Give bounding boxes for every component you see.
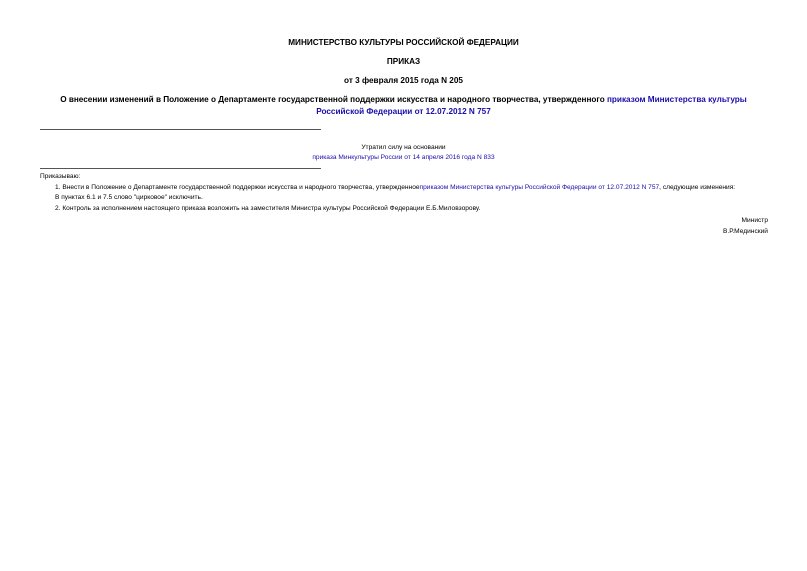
status-repeal-link[interactable]: приказа Минкультуры России от 14 апреля 2016 года N 833 [312, 154, 495, 161]
title-order-link[interactable]: приказом Министерства культуры Российской Федерации от 12.07.2012 N 757 [316, 95, 747, 116]
item1-order-link[interactable]: приказом Министерства культуры Российской Федерации от 12.07.2012 N 757 [419, 183, 660, 191]
body-item-1 [40, 183, 768, 194]
status-text: Утратил силу на основании [361, 144, 446, 151]
body-item-2: 2. Контроль за исполнением настоящего приказа возложить на заместителя Министра культуры Российской Федерации Е.Б.Миловзорову. [55, 204, 481, 212]
body-item-1-change: В пунктах 6.1 и 7.5 слово "цирковое" исключить. [55, 194, 203, 201]
status-block [40, 143, 767, 163]
item1-prefix: 1. Внести в Положение о Департаменте государственной поддержки искусства и народного творчества, утвержденное [55, 183, 420, 191]
body-intro: Приказываю: [40, 173, 81, 180]
item1-suffix: , следующие изменения: [659, 183, 736, 191]
divider-bottom [40, 168, 321, 169]
title-text: О внесении изменений в Положение о Департаменте государственной поддержки искусства и народного творчества, утвержденного [60, 95, 607, 104]
divider-top [40, 129, 321, 130]
document-date: от 3 февраля 2015 года N 205 [344, 76, 463, 85]
document-title [40, 94, 767, 118]
signature-position: Министр [741, 217, 768, 224]
signature-name: В.Р.Мединский [722, 227, 768, 235]
document-type: ПРИКАЗ [386, 57, 421, 66]
document-body [40, 172, 768, 237]
ministry-heading: МИНИСТЕРСТВО КУЛЬТУРЫ РОССИЙСКОЙ ФЕДЕРАЦИИ [288, 38, 519, 47]
